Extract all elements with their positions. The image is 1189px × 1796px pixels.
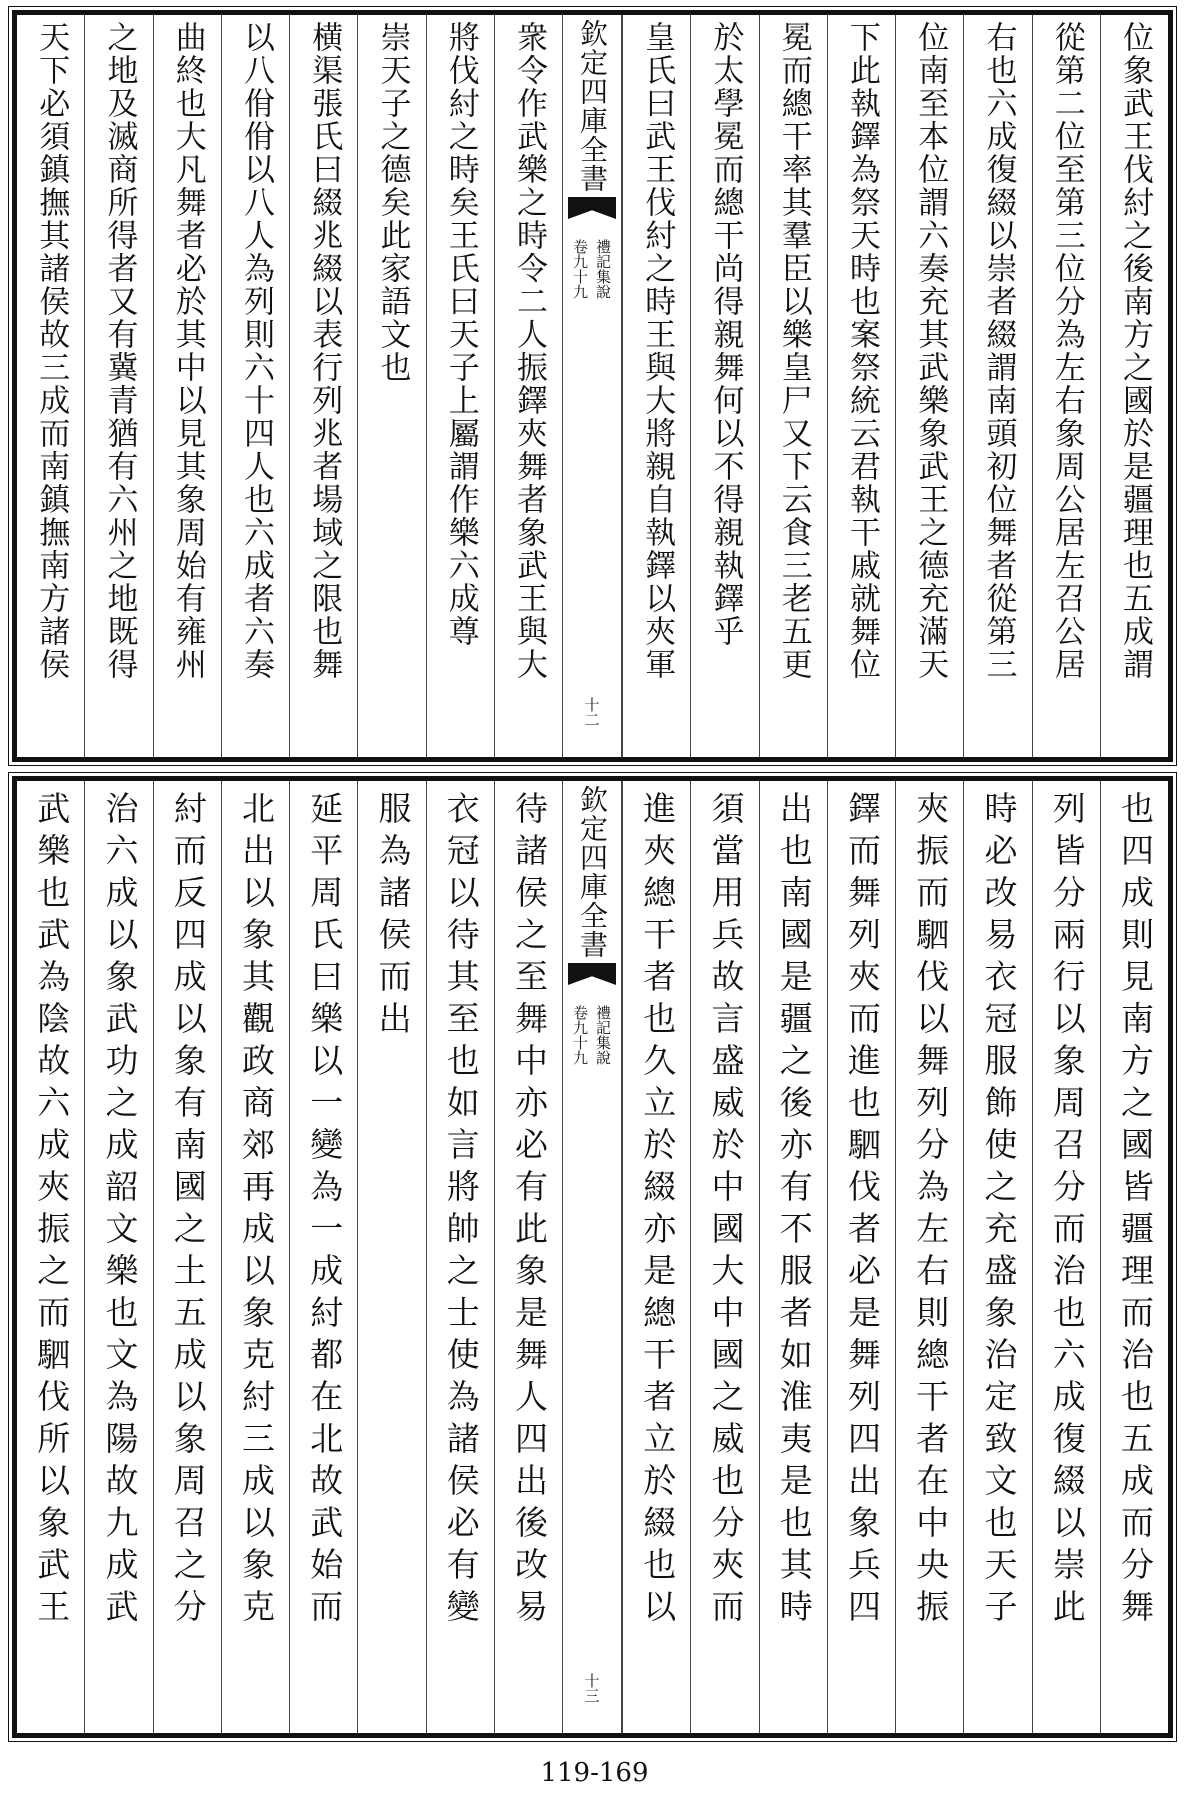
text-column: 衆令作武樂之時令二人振鐸夾舞者象武王與大 — [494, 15, 562, 757]
text-column: 須當用兵故言盛威於中國大中國之威也分夾而 — [690, 781, 758, 1733]
text-column: 從第二位至第三位分為左右象周公居左召公居 — [1032, 15, 1100, 757]
book-title: 禮記集說 — [594, 1005, 612, 1065]
text-column: 待諸侯之至舞中亦必有此象是舞人四出後改易 — [494, 781, 562, 1733]
text-column: 於太學冕而總干尚得親舞何以不得親執鐸乎 — [690, 15, 758, 757]
book-info — [570, 1005, 614, 1065]
text-column: 也四成則見南方之國皆疆理而治也五成而分舞 — [1100, 781, 1168, 1733]
page-top — [12, 10, 1173, 762]
text-column: 延平周氏曰樂以一變為一成紂都在北故武始而 — [289, 781, 357, 1733]
leaf-number: 十三 — [582, 1673, 601, 1703]
text-column: 鐸而舞列夾而進也駟伐者必是舞列四出象兵四 — [827, 781, 895, 1733]
text-column: 位南至本位謂六奏充其武樂象武王之德充滿天 — [895, 15, 963, 757]
text-column: 之地及滅商所得者又有冀青猶有六州之地既得 — [84, 15, 152, 757]
text-column: 冕而總干率其羣臣以樂皇尸又下云食三老五更 — [759, 15, 827, 757]
volume-number: 卷九十九 — [571, 239, 589, 299]
text-column: 進夾總干者也久立於綴亦是總干者立於綴也以 — [622, 781, 690, 1733]
volume-number: 卷九十九 — [571, 1005, 589, 1065]
fishtail-mark — [568, 197, 616, 219]
center-column — [562, 781, 622, 1733]
book-series-title: 欽定四庫全書 — [576, 785, 609, 959]
text-column: 時必改易衣冠服飾使之充盛象治定致文也天子 — [963, 781, 1031, 1733]
book-title: 禮記集說 — [594, 239, 612, 299]
text-column: 天下必須鎮撫其諸侯故三成而南鎮撫南方諸侯 — [33, 21, 70, 681]
text-column: 崇天子之德矣此家語文也 — [357, 15, 425, 757]
text-column: 下此執鐸為祭天時也案祭統云君執干戚就舞位 — [827, 15, 895, 757]
text-column: 列皆分兩行以象周召分而治也六成復綴以崇此 — [1032, 781, 1100, 1733]
fishtail-mark — [568, 963, 616, 985]
text-column: 出也南國是疆之後亦有不服者如淮夷是也其時 — [759, 781, 827, 1733]
text-column: 横渠張氏曰綴兆綴以表行列兆者場域之限也舞 — [289, 15, 357, 757]
text-column: 服為諸侯而出 — [357, 781, 425, 1733]
text-column: 衣冠以待其至也如言將帥之士使為諸侯必有變 — [426, 781, 494, 1733]
text-column: 曲終也大凡舞者必於其中以見其象周始有雍州 — [153, 15, 221, 757]
text-column: 紂而反四成以象有南國之土五成以象周召之分 — [153, 781, 221, 1733]
page-number: 119-169 — [540, 1758, 649, 1788]
page-bottom — [12, 776, 1173, 1738]
book-info — [570, 239, 614, 299]
text-column: 將伐紂之時矣王氏曰天子上屬謂作樂六成尊 — [426, 15, 494, 757]
text-column: 以八佾佾以八人為列則六十四人也六成者六奏 — [221, 15, 289, 757]
text-column: 北出以象其觀政商郊再成以象克紂三成以象克 — [221, 781, 289, 1733]
book-series-title: 欽定四庫全書 — [576, 19, 609, 193]
text-column: 武樂也武為陰故六成夾振之而駟伐所以象武王 — [32, 791, 72, 1631]
leaf-number: 十二 — [582, 697, 601, 727]
text-column: 治六成以象武功之成韶文樂也文為陽故九成武 — [84, 781, 152, 1733]
text-column: 夾振而駟伐以舞列分為左右則總干者在中央振 — [895, 781, 963, 1733]
center-column — [562, 15, 622, 757]
text-column: 皇氏曰武王伐紂之時王與大將親自執鐸以夾軍 — [622, 15, 690, 757]
text-column: 右也六成復綴以崇者綴謂南頭初位舞者從第三 — [963, 15, 1031, 757]
text-column: 位象武王伐紂之後南方之國於是疆理也五成謂 — [1100, 15, 1168, 757]
